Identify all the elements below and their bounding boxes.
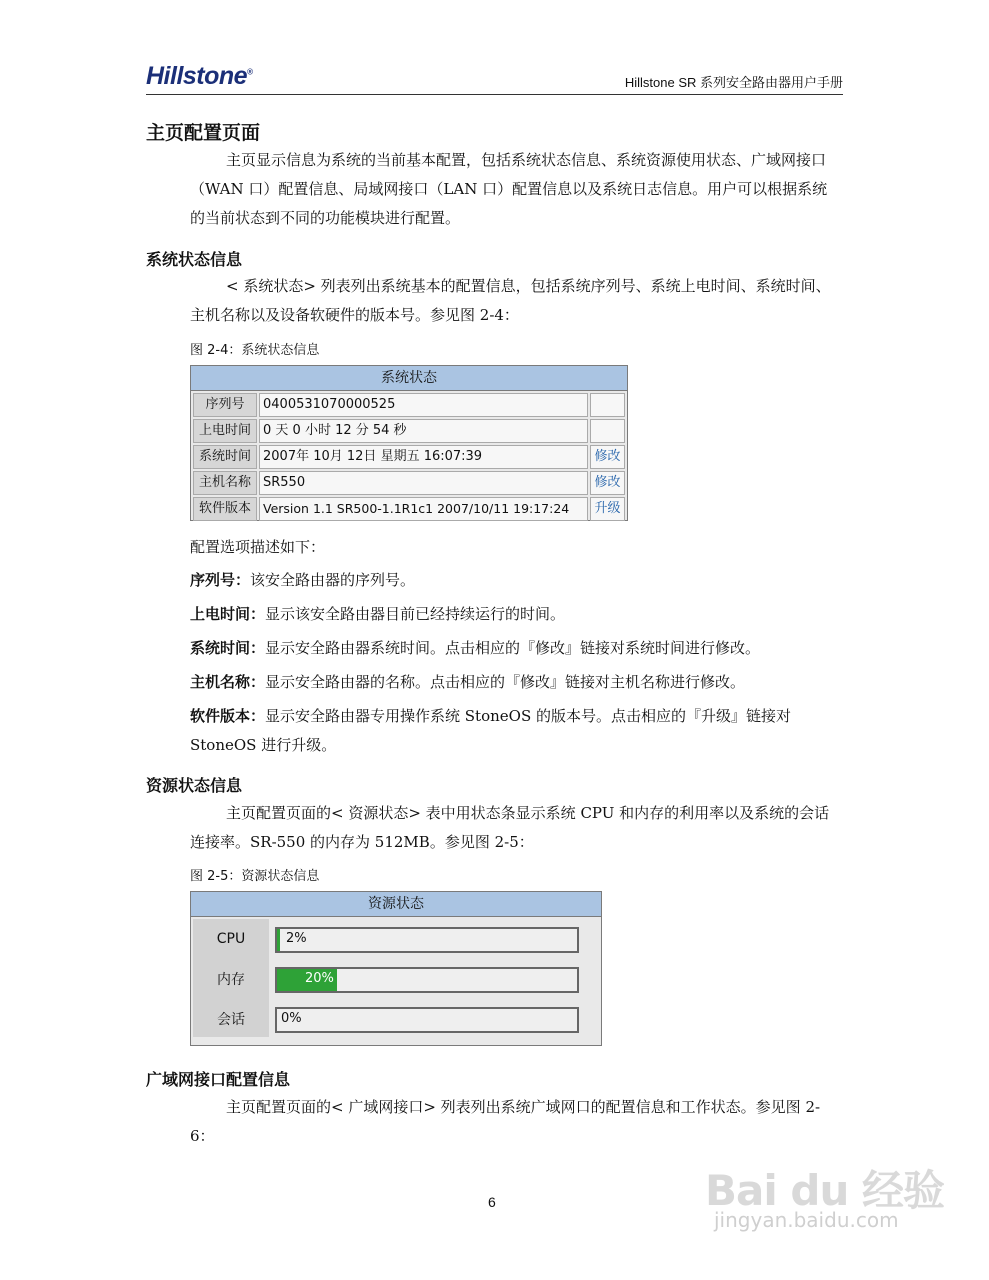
- figure-2-4-caption: 图 2-4：系统状态信息: [190, 343, 320, 358]
- cpu-usage-fill: [277, 929, 280, 951]
- figure-2-5-caption: 图 2-5：资源状态信息: [190, 869, 320, 884]
- resource-heading: 资源状态信息: [146, 776, 243, 795]
- hostname-value: SR550: [259, 471, 588, 495]
- system-time-value: 2007年 10月 12日 星期五 16:07:39: [259, 445, 588, 469]
- memory-usage-text: 20%: [305, 971, 334, 986]
- system-status-title: 系统状态: [191, 366, 627, 391]
- row-label: 序列号: [193, 393, 257, 417]
- memory-usage-bar: [275, 967, 579, 993]
- row-label: 软件版本: [193, 497, 257, 521]
- session-usage-text: 0%: [281, 1011, 302, 1026]
- hillstone-logo: Hillstone®: [146, 62, 253, 90]
- memory-label: 内存: [217, 972, 245, 988]
- row-action-empty: [590, 393, 625, 417]
- edit-hostname-link[interactable]: 修改: [590, 471, 625, 495]
- desc-intro: 配置选项描述如下：: [190, 538, 326, 556]
- desc-uptime: 上电时间：显示该安全路由器目前已经持续运行的时间。: [190, 605, 566, 623]
- table-row: [193, 497, 625, 521]
- cpu-usage-text: 2%: [286, 931, 307, 946]
- resource-label-column: [193, 919, 269, 1037]
- header-title: Hillstone SR 系列安全路由器用户手册: [624, 75, 843, 90]
- desc-serial: 序列号：该安全路由器的序列号。: [190, 571, 416, 589]
- row-label: 系统时间: [193, 445, 257, 469]
- system-status-table: [190, 365, 628, 521]
- sys-status-paragraph: < 系统状态> 列表列出系统基本的配置信息，包括系统序列号、系统上电时间、系统时间、主机名称以及设备软硬件的版本号。参见图 2-4：: [190, 277, 831, 324]
- edit-time-link[interactable]: 修改: [590, 445, 625, 469]
- uptime-value: 0 天 0 小时 12 分 54 秒: [259, 419, 588, 443]
- resource-paragraph: 主页配置页面的< 资源状态> 表中用状态条显示系统 CPU 和内存的利用率以及系统的会话连接率。SR-550 的内存为 512MB。参见图 2-5：: [190, 804, 830, 851]
- serial-number-value: 0400531070000525: [259, 393, 588, 417]
- session-usage-bar: [275, 1007, 579, 1033]
- section-title: 主页配置页面: [146, 122, 261, 144]
- table-row: [193, 471, 625, 495]
- desc-system-time: 系统时间：显示安全路由器系统时间。点击相应的『修改』链接对系统时间进行修改。: [190, 639, 761, 657]
- intro-paragraph: 主页显示信息为系统的当前基本配置，包括系统状态信息、系统资源使用状态、广域网接口（WAN 口）配置信息、局域网接口（LAN 口）配置信息以及系统日志信息。用户可以根据系统的当前状态到不同的功能模块进行配置。: [190, 151, 828, 227]
- desc-hostname: 主机名称：显示安全路由器的名称。点击相应的『修改』链接对主机名称进行修改。: [190, 673, 746, 691]
- sys-status-heading: 系统状态信息: [146, 250, 243, 269]
- header-divider: [146, 94, 843, 95]
- desc-software-version: 软件版本：显示安全路由器专用操作系统 StoneOS 的版本号。点击相应的『升级』链接对 StoneOS 进行升级。: [190, 707, 792, 754]
- upgrade-link[interactable]: 升级: [590, 497, 625, 521]
- resource-status-title: 资源状态: [191, 892, 601, 917]
- table-row: [193, 419, 625, 443]
- table-row: [193, 393, 625, 417]
- row-label: 主机名称: [193, 471, 257, 495]
- cpu-usage-bar: [275, 927, 579, 953]
- resource-status-table: [190, 891, 602, 1046]
- wan-heading: 广域网接口配置信息: [146, 1070, 291, 1089]
- table-row: [193, 445, 625, 469]
- baidu-watermark-url: jingyan.baidu.com: [714, 1208, 899, 1232]
- software-version-value: Version 1.1 SR500-1.1R1c1 2007/10/11 19:17:24: [259, 497, 588, 521]
- session-label: 会话: [217, 1012, 245, 1028]
- row-label: 上电时间: [193, 419, 257, 443]
- wan-paragraph: 主页配置页面的< 广域网接口> 列表列出系统广域网口的配置信息和工作状态。参见图 2-6：: [190, 1098, 821, 1145]
- page-number: 6: [488, 1194, 496, 1210]
- row-action-empty: [590, 419, 625, 443]
- cpu-label: CPU: [216, 931, 246, 947]
- baidu-watermark-logo: Bai du 经验: [705, 1166, 944, 1215]
